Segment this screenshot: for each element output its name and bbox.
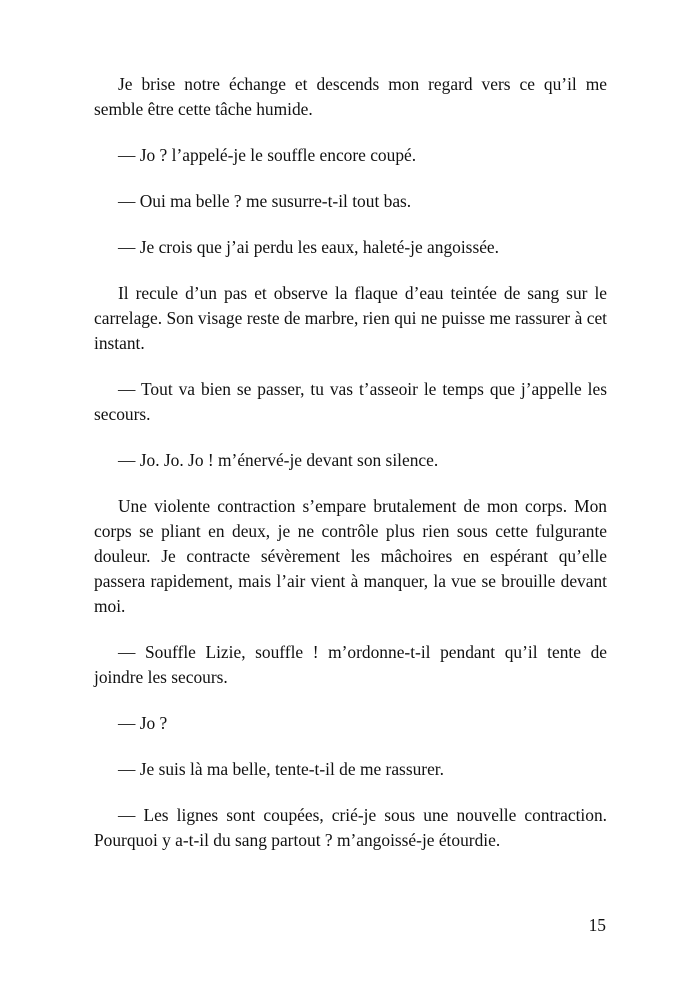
paragraph-10: — Jo ? [118, 713, 168, 733]
paragraph-5: Il recule d’un pas et observe la flaque d’eau teintée de sang sur le carrelage. Son visage reste de marbre, rien qui ne puisse me rassurer à cet instant. [94, 283, 607, 353]
paragraph-2: — Jo ? l’appelé-je le souffle encore coupé. [118, 145, 417, 165]
paragraph-6: — Tout va bien se passer, tu vas t’asseoir le temps que j’appelle les secours. [94, 379, 607, 424]
page-number: 15 [588, 915, 606, 935]
paragraph-12: — Les lignes sont coupées, crié-je sous une nouvelle contraction. Pourquoi y a-t-il du sang partout ? m’angoissé-je étourdie. [94, 805, 607, 850]
paragraph-3: — Oui ma belle ? me susurre-t-il tout bas. [118, 191, 412, 211]
paragraph-11: — Je suis là ma belle, tente-t-il de me rassurer. [118, 759, 444, 779]
page-body [94, 72, 607, 874]
paragraph-9: — Souffle Lizie, souffle ! m’ordonne-t-il pendant qu’il tente de joindre les secours. [94, 642, 607, 687]
paragraph-7: — Jo. Jo. Jo ! m’énervé-je devant son silence. [118, 450, 439, 470]
paragraph-8: Une violente contraction s’empare brutalement de mon corps. Mon corps se pliant en deux, je ne contrôle plus rien sous cette fulgurante douleur. Je contracte sévèrement les mâchoires en espérant qu’elle passera rapidement, mais l’air vient à manquer, la vue se brouille devant moi. [94, 496, 607, 616]
paragraph-4: — Je crois que j’ai perdu les eaux, haleté-je angoissée. [118, 237, 499, 257]
paragraph-1: Je brise notre échange et descends mon regard vers ce qu’il me semble être cette tâche humide. [94, 74, 607, 119]
